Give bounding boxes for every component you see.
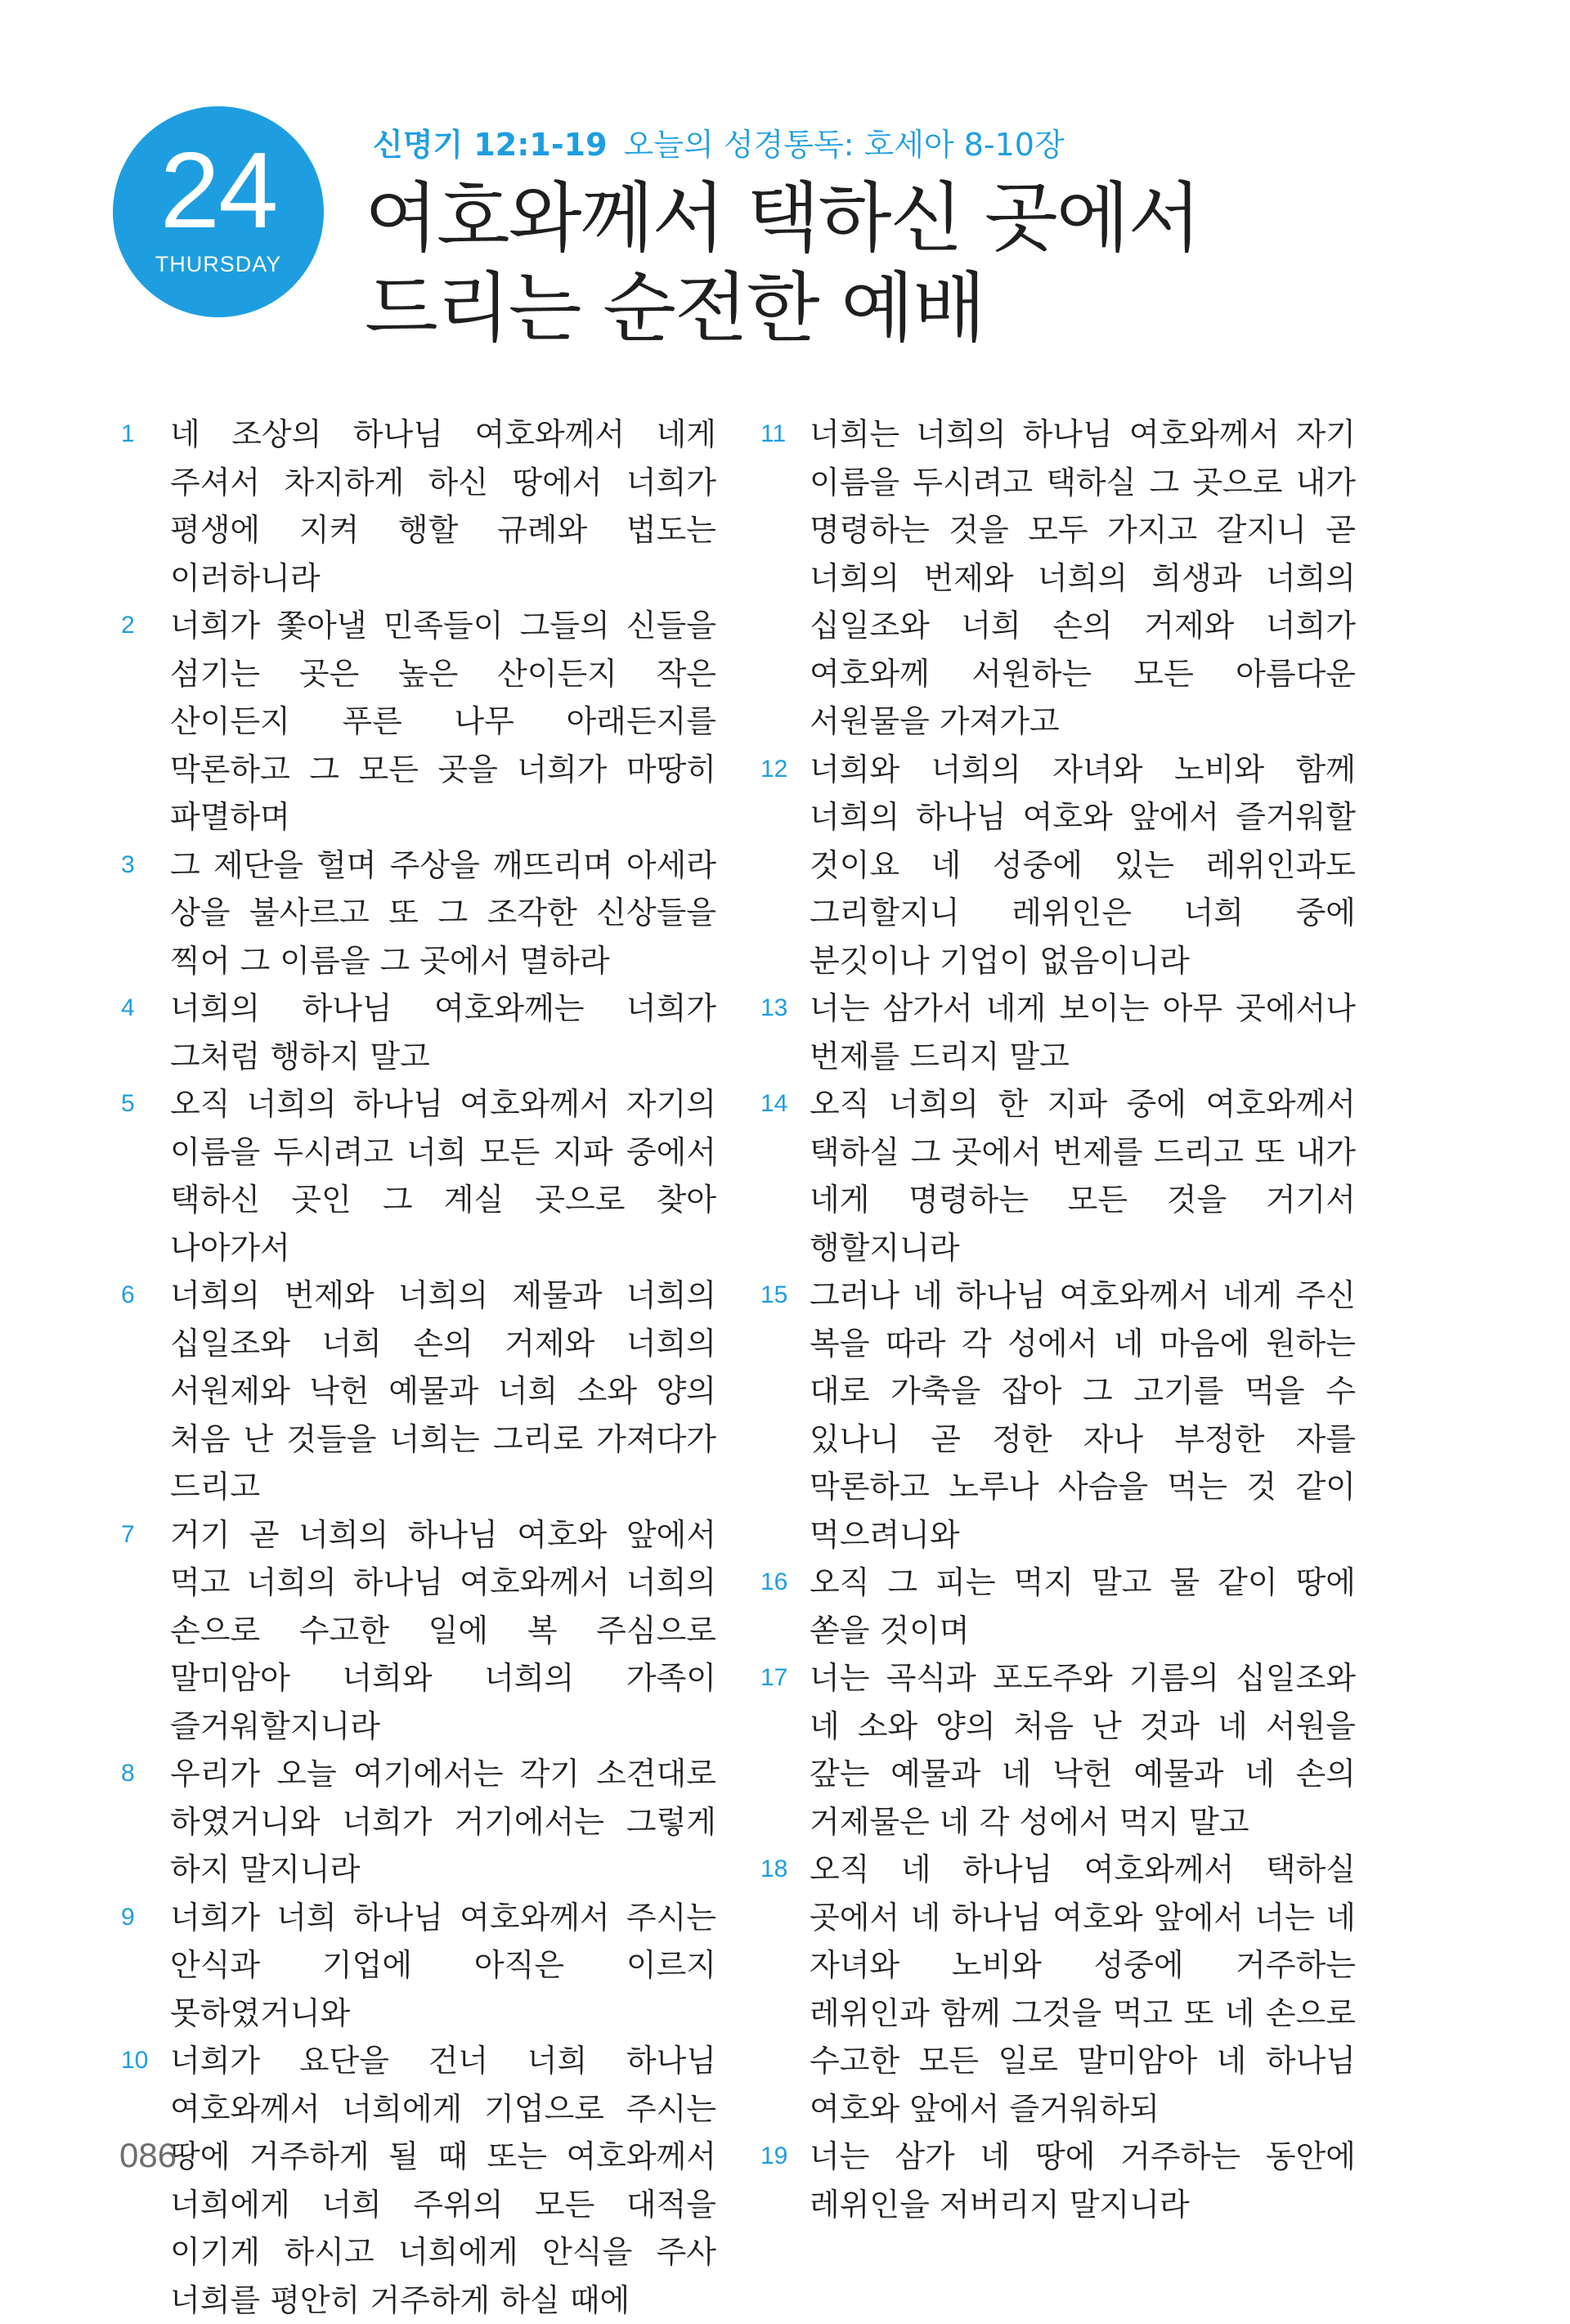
- title-line-2: 드리는 순전한 예배: [365, 264, 985, 352]
- reading-plan: 오늘의 성경통독: 호세아 8-10장: [623, 127, 1065, 163]
- verse-number: 14: [760, 1090, 788, 1117]
- verse-number: 1: [121, 420, 135, 447]
- verse-15: [760, 1272, 1356, 1559]
- verse-text: 너는 삼가서 네게 보이는 아무 곳에서나 번제를 드리지 말고: [810, 990, 1356, 1075]
- verse-10: [121, 2037, 716, 2324]
- verse-text: 너희는 너희의 하나님 여호와께서 자기 이름을 두시려고 택하실 그 곳으로 내가 명령하는 것을 모두 가지고 갈지니 곧 너희의 번제와 너희의 희생과 너희의 십일조와 너희 손의 거제와 너희가 여호와께 서원하는 모든 아름다운 서원물을 가져가고: [810, 416, 1356, 739]
- verse-number: 5: [121, 1090, 135, 1117]
- page-title: [365, 173, 1200, 353]
- verse-12: [760, 746, 1356, 985]
- verse-9: [121, 1894, 716, 2038]
- passage-reference: 신명기 12:1-19: [373, 127, 608, 163]
- verse-4: [121, 985, 716, 1080]
- verse-11: [760, 411, 1356, 746]
- verse-13: [760, 985, 1356, 1080]
- verse-8: [121, 1750, 716, 1894]
- verse-text: 너희가 요단을 건너 너희 하나님 여호와께서 너희에게 기업으로 주시는 땅에 거주하게 될 때 또는 여호와께서 너희에게 너희 주위의 모든 대적을 이기게 하시고 너희에게 안식을 주사 너희를 평안히 거주하게 하실 때에: [170, 2043, 716, 2318]
- verse-number: 15: [760, 1281, 788, 1308]
- verse-14: [760, 1080, 1356, 1272]
- verse-number: 19: [760, 2142, 788, 2169]
- verse-text: 너는 삼가 네 땅에 거주하는 동안에 레위인을 저버리지 말지니라: [810, 2138, 1356, 2223]
- verse-19: [760, 2133, 1356, 2228]
- verse-number: 16: [760, 1568, 788, 1595]
- verse-text: 너희가 쫓아낼 민족들이 그들의 신들을 섬기는 곳은 높은 산이든지 작은 산이든지 푸른 나무 아래든지를 막론하고 그 모든 곳을 너희가 마땅히 파멸하며: [170, 608, 716, 835]
- verse-number: 18: [760, 1855, 788, 1882]
- verse-number: 10: [121, 2047, 149, 2074]
- verse-text: 그 제단을 헐며 주상을 깨뜨리며 아세라 상을 불사르고 또 그 조각한 신상들을 찍어 그 이름을 그 곳에서 멸하라: [170, 846, 716, 979]
- verse-text: 거기 곧 너희의 하나님 여호와 앞에서 먹고 너희의 하나님 여호와께서 너희의 손으로 수고한 일에 복 주심으로 말미암아 너희와 너희의 가족이 즐거워할지니라: [170, 1516, 716, 1744]
- verse-text: 너희의 번제와 너희의 제물과 너희의 십일조와 너희 손의 거제와 너희의 서원제와 낙헌 예물과 너희 소와 양의 처음 난 것들을 너희는 그리로 가져다가 드리고: [170, 1277, 716, 1505]
- title-line-1: 여호와께서 택하신 곳에서: [365, 174, 1200, 262]
- verse-text: 우리가 오늘 여기에서는 각기 소견대로 하였거니와 너희가 거기에서는 그렇게 하지 말지니라: [170, 1756, 716, 1887]
- verse-number: 4: [121, 994, 135, 1021]
- verse-text: 너희가 너희 하나님 여호와께서 주시는 안식과 기업에 아직은 이르지 못하였거니와: [170, 1899, 716, 2031]
- page-number: 086: [119, 2136, 177, 2174]
- verse-number: 12: [760, 755, 788, 783]
- verse-6: [121, 1272, 716, 1511]
- day-badge: [113, 106, 324, 317]
- verse-3: [121, 841, 716, 985]
- verse-17: [760, 1654, 1356, 1846]
- verse-text: 오직 네 하나님 여호와께서 택하실 곳에서 네 하나님 여호와 앞에서 너는 네 자녀와 노비와 성중에 거주하는 레위인과 함께 그것을 먹고 또 네 손으로 수고한 모든 일로 말미암아 네 하나님 여호와 앞에서 즐거워하되: [810, 1851, 1356, 2127]
- verse-number: 11: [760, 420, 787, 447]
- verse-text: 오직 너희의 하나님 여호와께서 자기의 이름을 두시려고 너희 모든 지파 중에서 택하신 곳인 그 계실 곳으로 찾아 나아가서: [170, 1086, 716, 1266]
- verse-text: 너는 곡식과 포도주와 기름의 십일조와 네 소와 양의 처음 난 것과 네 서원을 갚는 예물과 네 낙헌 예물과 네 손의 거제물은 네 각 성에서 먹지 말고: [810, 1660, 1356, 1840]
- day-name: THURSDAY: [155, 252, 282, 276]
- verse-7: [121, 1511, 716, 1751]
- verse-2: [121, 602, 716, 841]
- verse-text: 네 조상의 하나님 여호와께서 네게 주셔서 차지하게 하신 땅에서 너희가 평생에 지켜 행할 규례와 법도는 이러하니라: [170, 416, 716, 596]
- day-number: 24: [159, 130, 277, 250]
- verse-18: [760, 1846, 1356, 2133]
- verse-1: [121, 411, 716, 602]
- verse-number: 6: [121, 1281, 135, 1308]
- verse-number: 2: [121, 612, 135, 639]
- verse-number: 3: [121, 850, 135, 878]
- verse-number: 17: [760, 1664, 788, 1691]
- verse-text: 오직 너희의 한 지파 중에 여호와께서 택하실 그 곳에서 번제를 드리고 또 내가 네게 명령하는 모든 것을 거기서 행할지니라: [810, 1086, 1356, 1266]
- verse-number: 13: [760, 994, 788, 1021]
- verse-column-left: [121, 411, 716, 2324]
- verse-16: [760, 1559, 1356, 1654]
- reading-line: [373, 123, 1065, 167]
- verse-column-right: [760, 411, 1356, 2228]
- verse-5: [121, 1080, 716, 1272]
- verse-number: 8: [121, 1760, 135, 1787]
- verse-number: 7: [121, 1520, 135, 1548]
- verse-number: 9: [121, 1903, 135, 1931]
- verse-text: 너희의 하나님 여호와께는 너희가 그처럼 행하지 말고: [170, 990, 716, 1075]
- verse-text: 너희와 너희의 자녀와 노비와 함께 너희의 하나님 여호와 앞에서 즐거워할 것이요 네 성중에 있는 레위인과도 그리할지니 레위인은 너희 중에 분깃이나 기업이 없음이니라: [810, 751, 1356, 979]
- verse-text: 오직 그 피는 먹지 말고 물 같이 땅에 쏟을 것이며: [810, 1564, 1356, 1649]
- verse-text: 그러나 네 하나님 여호와께서 네게 주신 복을 따라 각 성에서 네 마음에 원하는 대로 가축을 잡아 그 고기를 먹을 수 있나니 곧 정한 자나 부정한 자를 막론하고 노루나 사슴을 먹는 것 같이 먹으려니와: [810, 1277, 1356, 1553]
